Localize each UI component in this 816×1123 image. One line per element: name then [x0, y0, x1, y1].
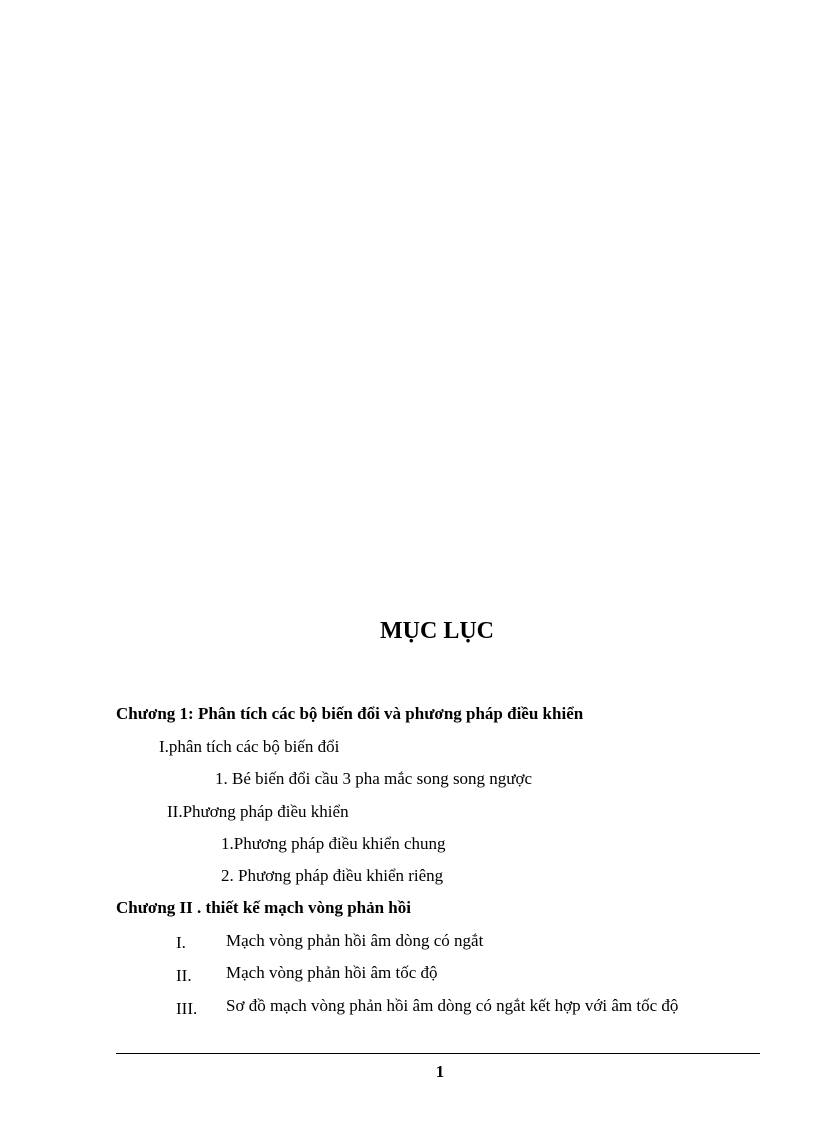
toc-chapter-2-item-2: Mạch vòng phản hồi âm tốc độ: [226, 963, 438, 982]
toc-item-2-2: 2. Phương pháp điều khiển riêng: [221, 866, 444, 885]
footer-divider: [116, 1053, 760, 1054]
toc-chapter-2-item-1: Mạch vòng phản hồi âm dòng có ngắt: [226, 931, 484, 950]
toc-chapter-1: Chương 1: Phân tích các bộ biến đổi và phương pháp điều khiển: [116, 704, 584, 723]
toc-chapter-2-item-1-number: I.: [176, 933, 186, 952]
toc-item-2-1: 1.Phương pháp điều khiển chung: [221, 834, 446, 853]
toc-item-1-1: 1. Bé biến đổi cầu 3 pha mắc song song ngược: [215, 769, 533, 788]
page-number: 1: [435, 1062, 445, 1081]
toc-chapter-2-item-3-number: III.: [176, 999, 198, 1018]
toc-chapter-2: Chương II . thiết kế mạch vòng phản hồi: [116, 898, 411, 917]
toc-chapter-2-item-3: Sơ đồ mạch vòng phản hồi âm dòng có ngắt kết hợp với âm tốc độ: [226, 996, 679, 1015]
page-title: MỤC LỤC: [380, 618, 494, 644]
toc-section-1: I.phân tích các bộ biến đổi: [159, 737, 340, 756]
toc-section-2: II.Phương pháp điều khiển: [167, 802, 349, 821]
toc-chapter-2-item-2-number: II.: [176, 966, 192, 985]
